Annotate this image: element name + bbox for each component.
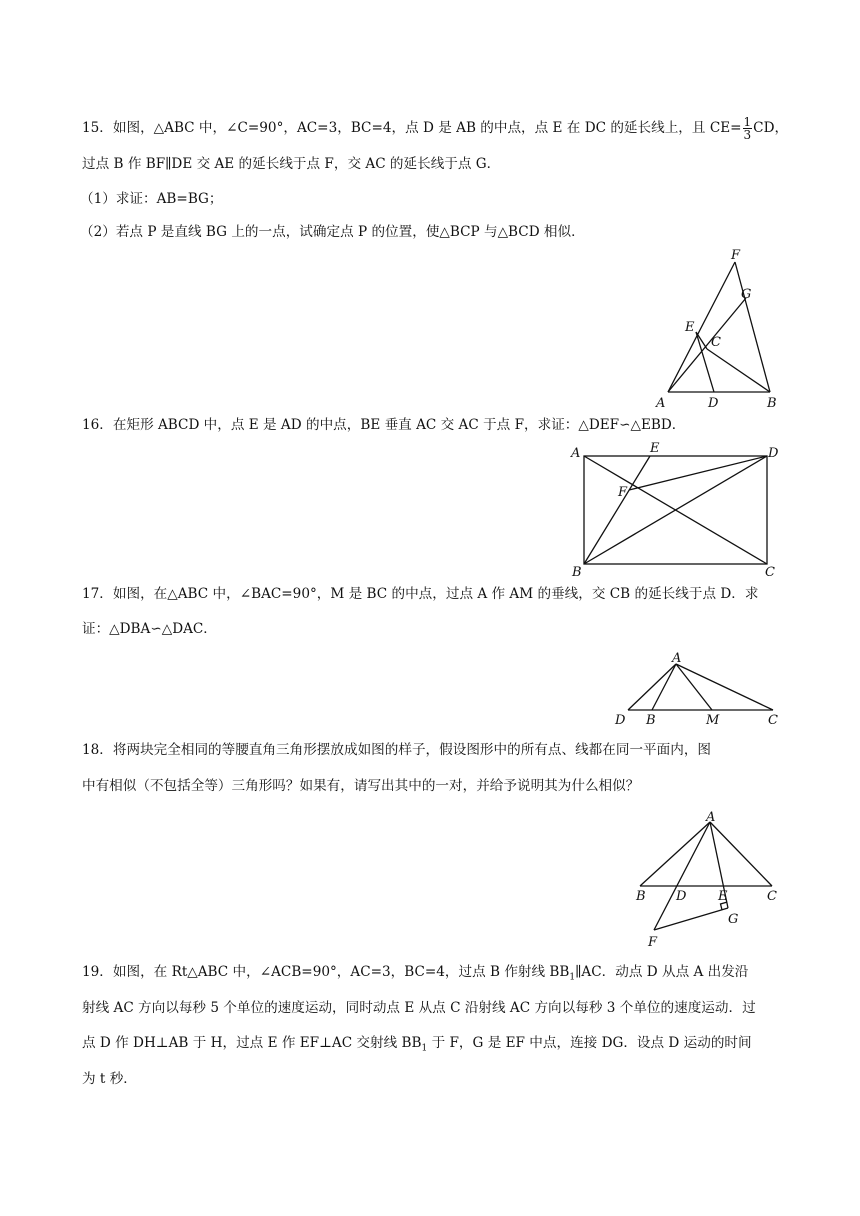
p17-label-B: B: [646, 713, 656, 728]
p17-line1: 17．如图，在△ABC 中，∠BAC=90°，M 是 BC 的中点，过点 A 作 AM 的垂线，交 CB 的延长线于点 D．求: [82, 586, 759, 602]
p19-text-a: 19．如图，在 Rt△ABC 中，∠ACB=90°，AC=3，BC=4，过点 B 作射线 BB: [82, 964, 570, 980]
p18-label-B: B: [636, 889, 646, 904]
p16-figure: [565, 440, 787, 580]
p16-label-E: E: [650, 441, 660, 456]
p16-label-D: D: [768, 446, 779, 461]
p15-figure: [650, 245, 790, 413]
p17-label-A: A: [672, 651, 682, 666]
p19-line3: [82, 1033, 782, 1059]
p19-line3-subscript: 1: [421, 1043, 428, 1054]
p15-part1: （1）求证：AB=BG；: [80, 191, 223, 207]
p15-line1: [82, 115, 789, 142]
p19-subscript: 1: [569, 972, 576, 983]
p17-label-D: D: [615, 713, 626, 728]
p15-line2: 过点 B 作 BF∥DE 交 AE 的延长线于点 F，交 AC 的延长线于点 G．: [82, 156, 501, 172]
p19-line1: [82, 962, 782, 988]
p15-label-D: D: [708, 396, 719, 411]
p15-label-A: A: [656, 396, 666, 411]
p19-line2: 射线 AC 方向以每秒 5 个单位的速度运动，同时动点 E 从点 C 沿射线 AC 方向以每秒 3 个单位的速度运动．过: [82, 1000, 756, 1016]
p17-label-C: C: [768, 713, 778, 728]
p16-label-F: F: [618, 485, 628, 500]
p15-label-C: C: [711, 335, 721, 350]
p18-label-G: G: [728, 912, 739, 927]
p15-text-a: 15．如图，△ABC 中，∠C=90°，AC=3，BC=4，点 D 是 AB 的中点，点 E 在 DC 的延长线上，且 CE=: [82, 120, 742, 136]
p18-figure: [624, 808, 790, 956]
p17-label-M: M: [706, 713, 720, 728]
p19-line4: 为 t 秒．: [82, 1071, 137, 1087]
p15-label-F: F: [731, 248, 741, 263]
p15-label-B: B: [767, 396, 777, 411]
p18-label-C: C: [767, 889, 777, 904]
p15-part2: （2）若点 P 是直线 BG 上的一点，试确定点 P 的位置，使△BCP 与△BCD 相似．: [80, 224, 585, 240]
p16-line1: 16．在矩形 ABCD 中，点 E 是 AD 的中点，BE 垂直 AC 交 AC 于点 F，求证：△DEF∽△EBD．: [82, 417, 686, 433]
p18-label-E: E: [718, 889, 728, 904]
p18-line1: 18．将两块完全相同的等腰直角三角形摆放成如图的样子，假设图形中的所有点、线都在同一平面内，图: [82, 742, 712, 758]
p17-line2: 证：△DBA∽△DAC．: [82, 621, 217, 637]
p19-line3-text-b: 于 F，G 是 EF 中点，连接 DG．设点 D 运动的时间: [427, 1035, 752, 1051]
p15-text-b: CD，: [753, 120, 789, 136]
fraction-one-third: [743, 116, 753, 141]
p16-label-A: A: [571, 446, 581, 461]
p19-text-b: ∥AC．动点 D 从点 A 出发沿: [575, 964, 749, 980]
fraction-denominator: 3: [743, 128, 752, 142]
p18-line2: 中有相似（不包括全等）三角形吗？如果有，请写出其中的一对，并给予说明其为什么相似？: [82, 778, 640, 794]
p19-line3-text-a: 点 D 作 DH⊥AB 于 H，过点 E 作 EF⊥AC 交射线 BB: [82, 1035, 422, 1051]
p15-label-G: G: [741, 287, 752, 302]
p16-label-C: C: [765, 565, 775, 580]
p18-label-F: F: [648, 935, 658, 950]
p17-figure: [608, 650, 788, 730]
p15-label-E: E: [685, 320, 695, 335]
p16-label-B: B: [572, 565, 582, 580]
fraction-numerator: 1: [743, 115, 752, 129]
p18-label-D: D: [676, 889, 687, 904]
p18-label-A: A: [706, 810, 716, 825]
